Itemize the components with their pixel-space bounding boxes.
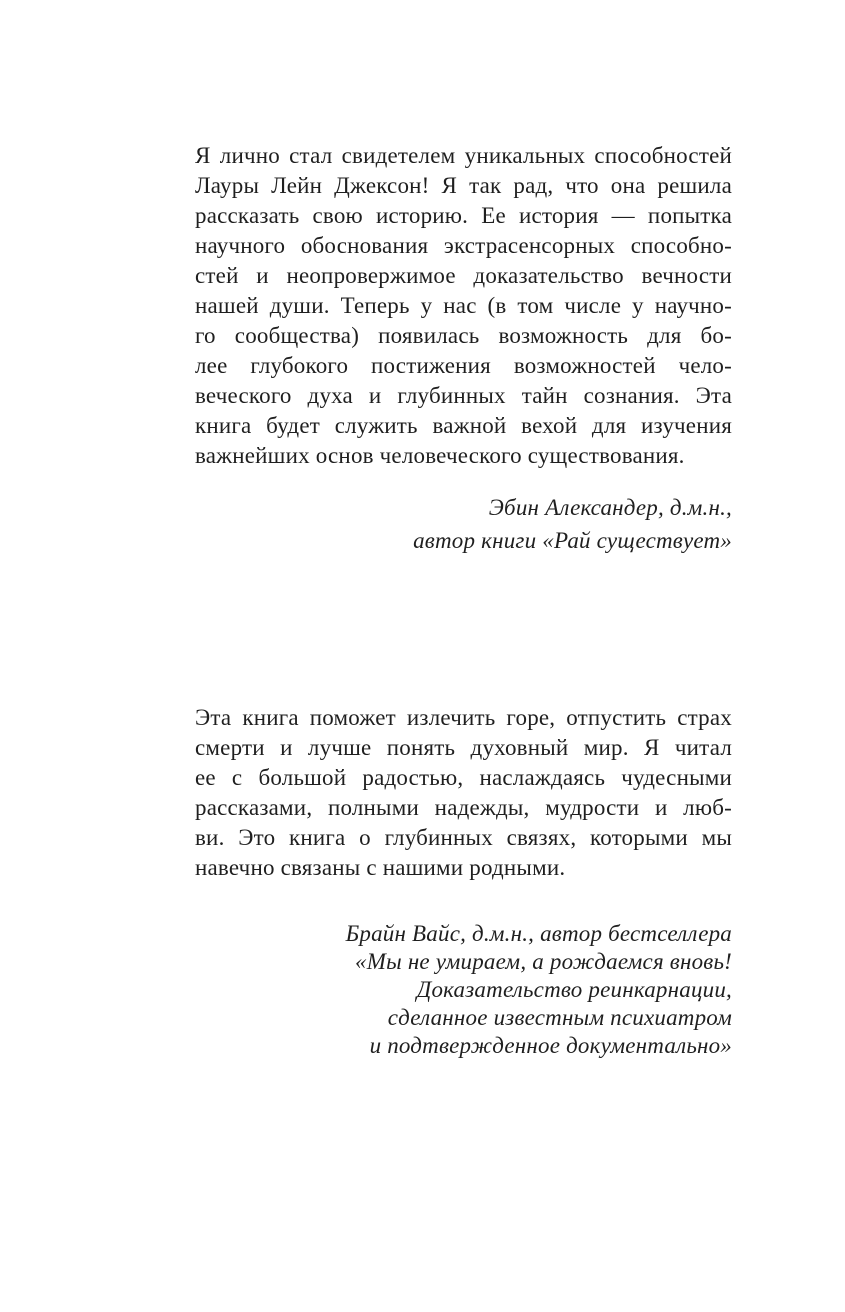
endorsement-2-attribution-line: «Мы не умираем, а рождаемся вновь! — [355, 949, 732, 974]
endorsement-1-paragraph-line: веческого духа и глубинных тайн сознания. Эта — [195, 383, 732, 408]
endorsement-2-attribution-line: сделанное известным психиатром — [387, 1005, 732, 1030]
endorsement-2-attribution-line: Доказательство реинкарнации, — [416, 977, 732, 1002]
endorsement-1-attribution-line: Эбин Александер, д.м.н., — [488, 495, 732, 520]
endorsement-2-attribution-line: и подтвержденное документально» — [369, 1033, 732, 1058]
endorsement-1-paragraph-line: нашей души. Теперь у нас (в том числе у научно- — [195, 293, 732, 318]
endorsement-2-attribution — [195, 920, 732, 1060]
endorsement-2-attribution-line: Брайн Вайс, д.м.н., автор бестселлера — [345, 921, 732, 946]
endorsement-1-paragraph-line: лее глубокого постижения возможностей чело- — [195, 353, 732, 378]
endorsement-2-paragraph-line: ви. Это книга о глубинных связях, которыми мы — [195, 825, 732, 850]
endorsement-1-paragraph-line: Лауры Лейн Джексон! Я так рад, что она решила — [195, 173, 732, 198]
endorsement-1-paragraph — [195, 141, 732, 471]
endorsement-2-paragraph-line: смерти и лучше понять духовный мир. Я читал — [195, 735, 732, 760]
endorsement-1-attribution-line: автор книги «Рай существует» — [413, 528, 732, 553]
page-text-column — [195, 141, 732, 1060]
endorsement-1-paragraph-line: Я лично стал свидетелем уникальных способностей — [195, 143, 732, 168]
endorsement-2-paragraph-line: рассказами, полными надежды, мудрости и люб- — [195, 795, 732, 820]
endorsement-1-paragraph-line: важнейших основ человеческого существования. — [195, 443, 685, 468]
endorsement-1-paragraph-line: стей и неопровержимое доказательство вечности — [195, 263, 732, 288]
endorsement-1-paragraph-line: рассказать свою историю. Ее история — попытка — [195, 203, 732, 228]
endorsement-2-paragraph — [195, 703, 732, 883]
endorsement-1-paragraph-line: научного обоснования экстрасенсорных способно- — [195, 233, 732, 258]
endorsement-1-paragraph-line: го сообщества) появилась возможность для бо- — [195, 323, 732, 348]
endorsement-2-paragraph-line: ее с большой радостью, наслаждаясь чудесными — [195, 765, 732, 790]
endorsement-1-attribution — [195, 491, 732, 557]
endorsement-1-paragraph-line: книга будет служить важной вехой для изучения — [195, 413, 732, 438]
endorsement-2-paragraph-line: навечно связаны с нашими родными. — [195, 855, 566, 880]
endorsement-2-paragraph-line: Эта книга поможет излечить горе, отпустить страх — [195, 705, 732, 730]
